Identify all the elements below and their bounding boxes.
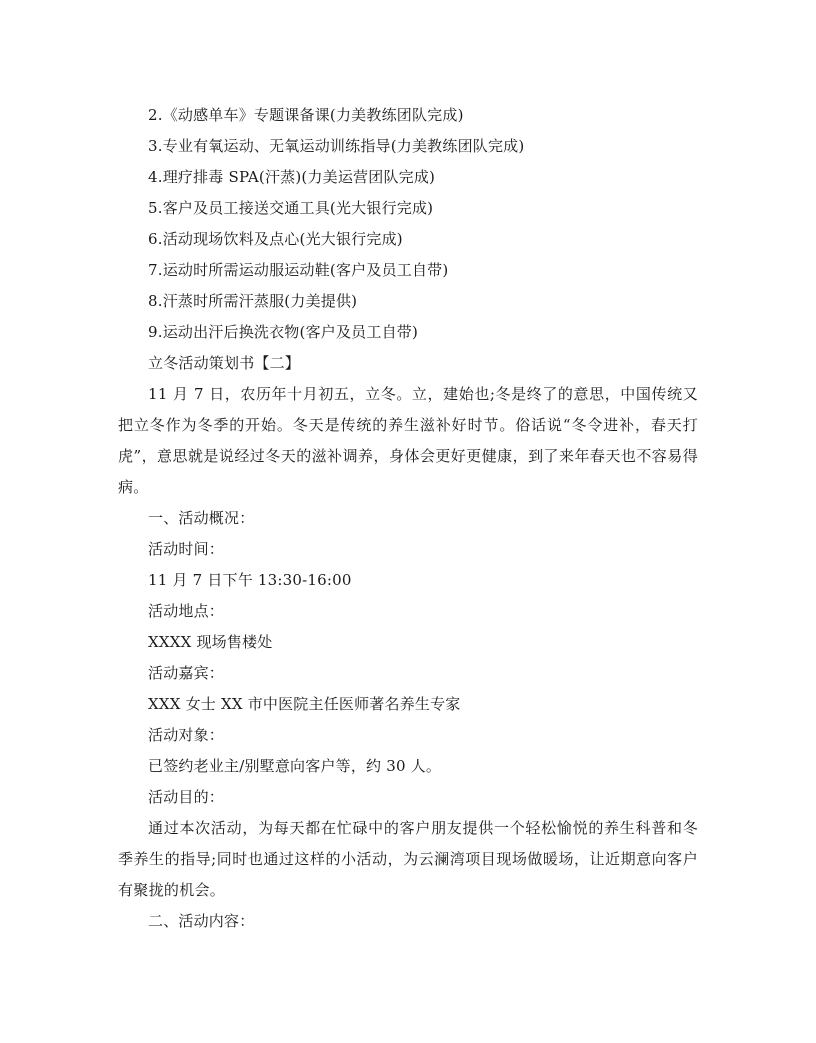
list-item: 3.专业有氧运动、无氧运动训练指导(力美教练团队完成): [148, 137, 525, 155]
location-label: 活动地点：: [148, 602, 225, 620]
document-body: [118, 100, 698, 937]
list-item: 5.客户及员工接送交通工具(光大银行完成): [148, 199, 434, 217]
purpose-paragraph: 通过本次活动，为每天都在忙碌中的客户朋友提供一个轻松愉悦的养生科普和冬季养生的指导;同时也通过这样的小活动，为云澜湾项目现场做暖场，让近期意向客户有聚拢的机会。: [118, 819, 698, 899]
list-item: 9.运动出汗后换洗衣物(客户及员工自带): [148, 323, 419, 341]
list-item: 2.《动感单车》专题课备课(力美教练团队完成): [148, 106, 464, 124]
list-item: 6.活动现场饮料及点心(光大银行完成): [148, 230, 403, 248]
section-title: 立冬活动策划书【二】: [148, 354, 301, 372]
time-label: 活动时间：: [148, 540, 225, 558]
overview-heading: 一、活动概况：: [148, 509, 255, 527]
audience-label: 活动对象：: [148, 726, 225, 744]
purpose-label: 活动目的：: [148, 788, 225, 806]
list-item: 7.运动时所需运动服运动鞋(客户及员工自带): [148, 261, 449, 279]
content-heading: 二、活动内容：: [148, 912, 255, 930]
list-item: 8.汗蒸时所需汗蒸服(力美提供): [148, 292, 358, 310]
list-item: 4.理疗排毒 SPA(汗蒸)(力美运营团队完成): [148, 168, 436, 186]
time-value: 11 月 7 日下午 13:30-16:00: [148, 571, 352, 589]
guest-value: XXX 女士 XX 市中医院主任医师著名养生专家: [148, 695, 461, 713]
location-value: XXXX 现场售楼处: [148, 633, 273, 651]
audience-value: 已签约老业主/别墅意向客户等，约 30 人。: [148, 757, 442, 775]
guest-label: 活动嘉宾：: [148, 664, 225, 682]
intro-paragraph: 11 月 7 日，农历年十月初五，立冬。立，建始也;冬是终了的意思，中国传统又把立冬作为冬季的开始。冬天是传统的养生滋补好时节。俗话说“冬令进补，春天打虎”，意思就是说经过冬天的滋补调养，身体会更好更健康，到了来年春天也不容易得病。: [118, 385, 698, 496]
